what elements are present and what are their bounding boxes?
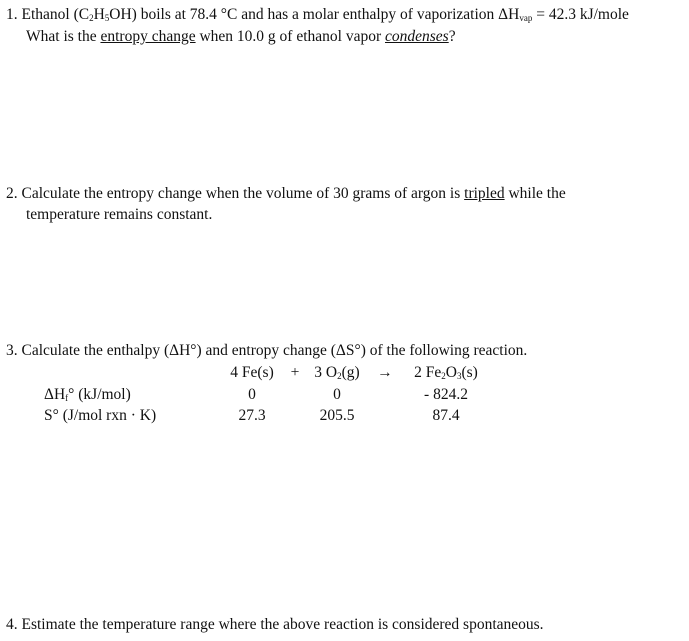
q2-line-2: temperature remains constant.	[26, 206, 213, 223]
product-fe2o3	[402, 364, 490, 382]
label-a: ΔH	[44, 386, 66, 403]
enthalpy-fe: 0	[248, 386, 256, 403]
entropy-fe2o3: 87.4	[432, 407, 460, 424]
reactant-o2	[306, 364, 368, 382]
o2-text-b: (g)	[341, 364, 360, 381]
reaction-arrow: →	[377, 364, 393, 381]
label-a: S° (J/mol rxn · K)	[44, 407, 157, 424]
q1-text-d: = 42.3 kJ/mole	[532, 6, 629, 23]
fe2o3-text-a: 2 Fe	[414, 364, 442, 381]
q1-underlined-entropy-change: entropy change	[100, 28, 196, 45]
q2-text-a: Calculate the entropy change when the volume of 30 grams of argon is	[21, 185, 465, 202]
subscript: 3	[456, 371, 462, 381]
fe2o3-text-c: (s)	[461, 364, 478, 381]
q3-number: 3.	[6, 342, 18, 359]
q1-line2-b: when 10.0 g of ethanol vapor	[195, 28, 385, 45]
row-label-enthalpy	[44, 386, 131, 404]
subscript: vap	[519, 13, 533, 23]
subscript: 2	[441, 371, 446, 381]
reactant-fe: 4 Fe(s)	[230, 364, 274, 381]
q2-line-1	[6, 185, 566, 203]
row-label-entropy	[44, 407, 156, 425]
q3-line-1	[6, 342, 527, 360]
q1-number: 1.	[6, 6, 18, 23]
enthalpy-fe2o3: - 824.2	[424, 386, 468, 403]
q1-line-2	[26, 28, 456, 46]
subscript: 5	[104, 13, 110, 23]
q2-underlined-tripled: tripled	[464, 185, 505, 202]
entropy-o2: 205.5	[319, 407, 355, 424]
fe2o3-text-b: O	[445, 364, 457, 381]
q4-number: 4.	[6, 616, 18, 633]
subscript: f	[65, 393, 69, 403]
q1-line2-a: What is the	[26, 28, 101, 45]
q3-text: Calculate the enthalpy (ΔH°) and entropy change (ΔS°) of the following reaction.	[21, 342, 528, 359]
enthalpy-o2: 0	[333, 386, 341, 403]
q4-line-1	[6, 616, 544, 634]
entropy-fe: 27.3	[238, 407, 266, 424]
q1-line2-c: ?	[448, 28, 456, 45]
q1-underlined-condenses: condenses	[385, 28, 449, 45]
q2-text-b: while the	[504, 185, 566, 202]
label-b: ° (kJ/mol)	[68, 386, 131, 403]
q4-text: Estimate the temperature range where the above reaction is considered spontaneous.	[21, 616, 544, 633]
q1-text-a: Ethanol (C	[21, 6, 90, 23]
q2-number: 2.	[6, 185, 18, 202]
q1-line-1	[6, 6, 629, 24]
o2-text-a: 3 O	[314, 364, 338, 381]
q1-text-c: OH) boils at 78.4 °C and has a molar enthalpy of vaporization ΔH	[109, 6, 520, 23]
subscript: 2	[337, 371, 342, 381]
q1-text-b: H	[93, 6, 105, 23]
subscript: 2	[89, 13, 94, 23]
plus-sign: +	[290, 364, 300, 381]
